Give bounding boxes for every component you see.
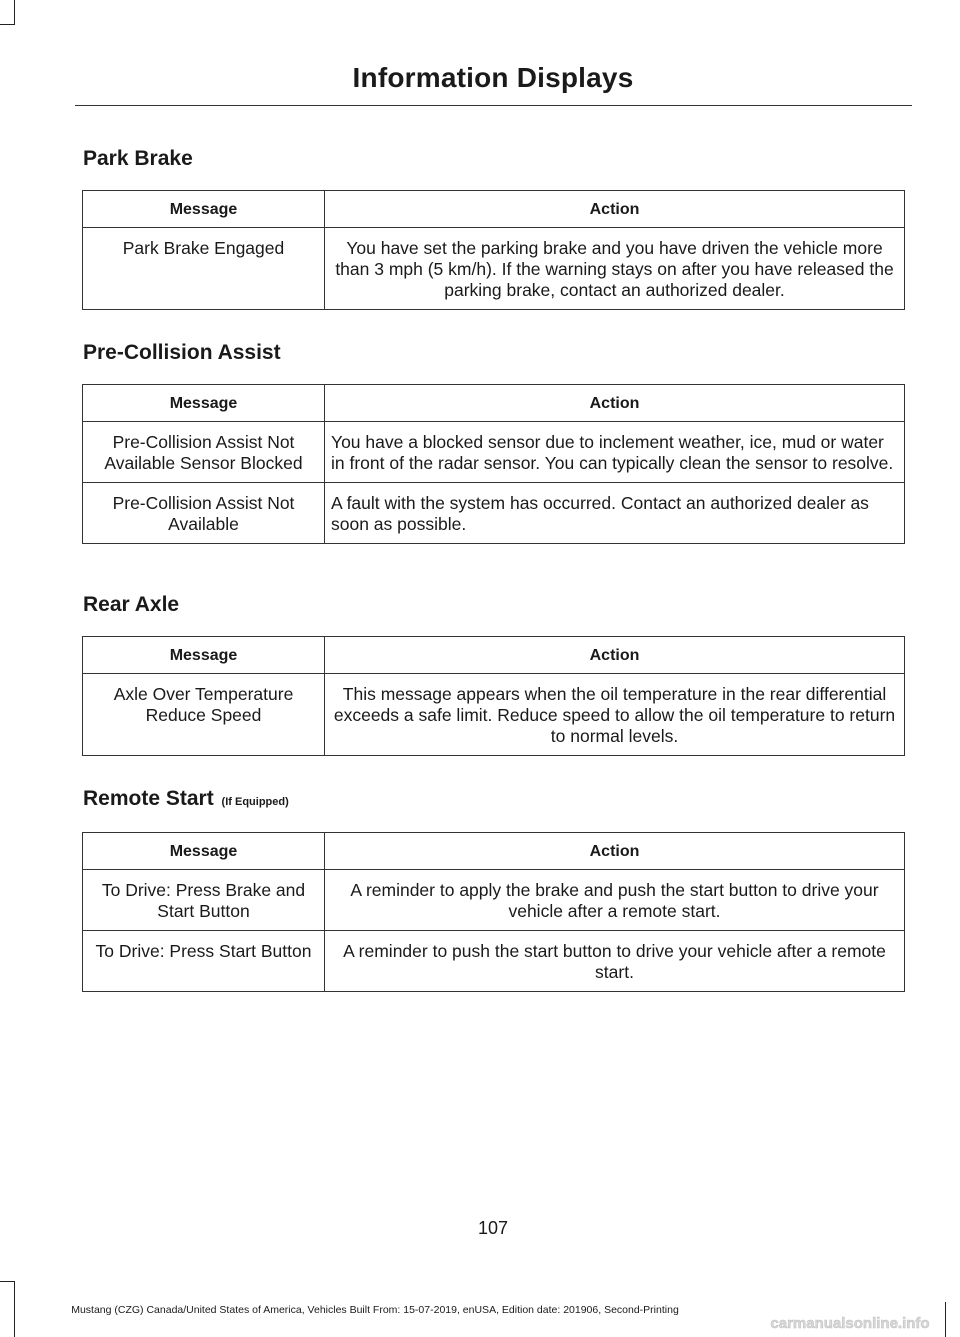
table-header-row — [83, 833, 905, 870]
section-title-qualifier: (If Equipped) — [221, 796, 289, 808]
action-cell: A reminder to apply the brake and push the start button to drive your vehicle after a remote start. — [325, 870, 905, 931]
message-cell: Park Brake Engaged — [83, 228, 325, 310]
crop-mark-top-left-v — [14, 0, 15, 25]
column-header-message: Message — [83, 637, 325, 674]
section-title-text: Pre-Collision Assist — [83, 341, 281, 364]
column-header-action: Action — [325, 833, 905, 870]
section-title-text: Park Brake — [83, 147, 193, 170]
action-cell: You have set the parking brake and you have driven the vehicle more than 3 mph (5 km/h). If the warning stays on after you have released the parking brake, contact an authorized dealer. — [325, 228, 905, 310]
column-header-action: Action — [325, 637, 905, 674]
column-header-action: Action — [325, 191, 905, 228]
table-header-row — [83, 385, 905, 422]
watermark-logo — [750, 1312, 950, 1334]
table-header-row — [83, 637, 905, 674]
edition-footer: Mustang (CZG) Canada/United States of America, Vehicles Built From: 15-07-2019, enUSA, Edition date: 201906, Second-Printing — [71, 1304, 679, 1316]
action-cell: This message appears when the oil temperature in the rear differential exceeds a safe limit. Reduce speed to allow the oil temperature to return to normal levels. — [325, 674, 905, 756]
action-cell: You have a blocked sensor due to inclement weather, ice, mud or water in front of the radar sensor. You can typically clean the sensor to resolve. — [325, 422, 905, 483]
section-title-remote-start — [83, 787, 289, 811]
section-title-text: Rear Axle — [83, 593, 180, 616]
section-title-rear-axle — [83, 593, 179, 617]
page-header-title: Information Displays — [352, 62, 634, 93]
table-pre-collision-assist — [82, 384, 905, 544]
table-park-brake — [82, 190, 905, 310]
column-header-action: Action — [325, 385, 905, 422]
message-cell: Pre-Collision Assist Not Available — [83, 483, 325, 544]
table-header-row — [83, 191, 905, 228]
section-title-pre-collision-assist — [83, 341, 281, 365]
table-row — [83, 870, 905, 931]
table-rear-axle — [82, 636, 905, 756]
table-remote-start — [82, 832, 905, 992]
message-cell: Pre-Collision Assist Not Available Sensor Blocked — [83, 422, 325, 483]
action-cell: A fault with the system has occurred. Contact an authorized dealer as soon as possible. — [325, 483, 905, 544]
watermark-text: carmanualsonline.info — [770, 1315, 930, 1332]
section-title-park-brake — [83, 147, 193, 171]
column-header-message: Message — [83, 191, 325, 228]
table-row — [83, 228, 905, 310]
column-header-message: Message — [83, 385, 325, 422]
table-row — [83, 931, 905, 992]
message-cell: Axle Over Temperature Reduce Speed — [83, 674, 325, 756]
section-title-text: Remote Start — [83, 787, 214, 810]
header-divider — [75, 105, 912, 106]
table-row — [83, 422, 905, 483]
page-number: 107 — [477, 1218, 509, 1238]
table-row — [83, 483, 905, 544]
column-header-message: Message — [83, 833, 325, 870]
table-row — [83, 674, 905, 756]
crop-mark-bottom-left-h — [0, 1281, 15, 1282]
crop-mark-top-left-h — [0, 24, 15, 25]
message-cell: To Drive: Press Brake and Start Button — [83, 870, 325, 931]
message-cell: To Drive: Press Start Button — [83, 931, 325, 992]
action-cell: A reminder to push the start button to drive your vehicle after a remote start. — [325, 931, 905, 992]
